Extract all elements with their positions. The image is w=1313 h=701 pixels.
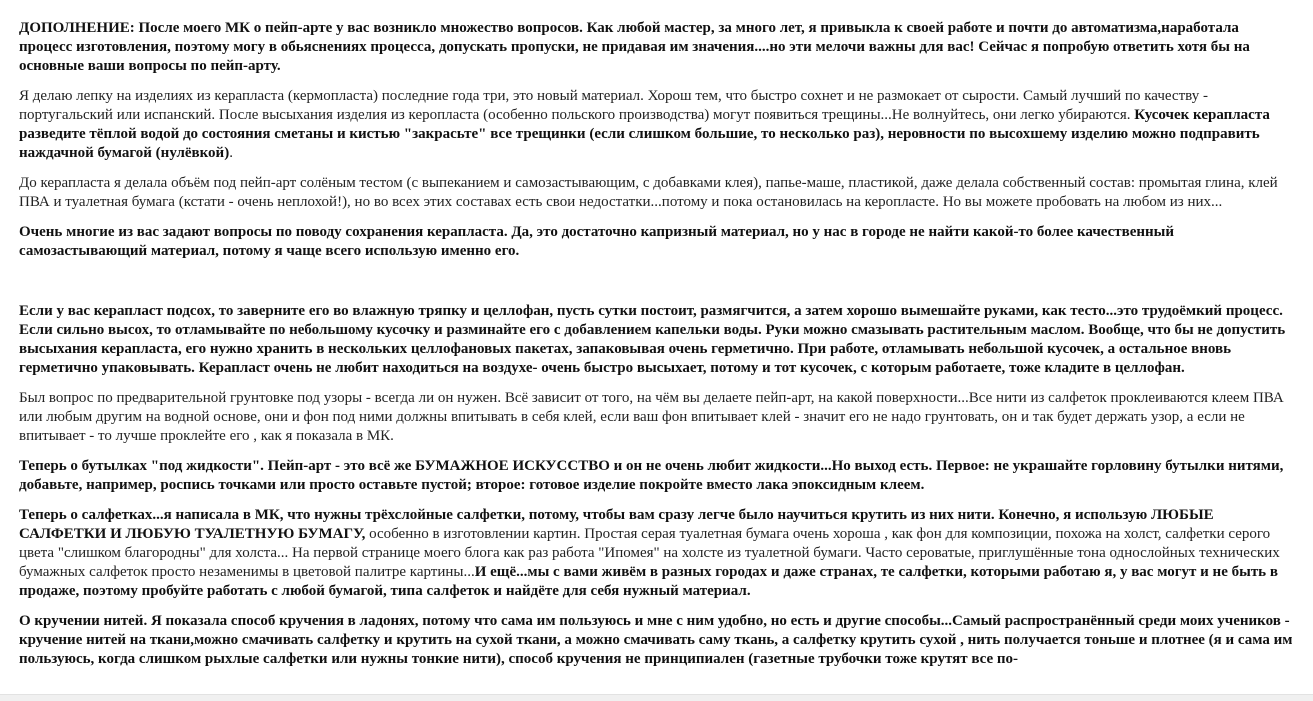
- bold-text: Кусочек керапласта разведите тёплой водой до состояния сметаны и кистью "закрасьте" все трещинки (если слишком большие, то несколько раз), неровности по высохшему изделию можно подправить наждачной бумагой (нулёвкой): [19, 107, 1270, 161]
- text-run: особенно в изготовлении картин. Простая серая туалетная бумага очень хороша , как фон для композиции, похожа на холст, салфетки серого цвета "слишком благородны" для холста... На первой странице моего блога как раз работа "Ипомея" на холсте из туалетной бумаги. Часто сероватые, приглушённые тона однослойных технических бумажных салфеток просто незаменимы в цветовой палитре картины...: [19, 526, 1280, 580]
- bold-text: Если у вас керапласт подсох, то заверните его во влажную тряпку и целлофан, пусть сутки постоит, размягчится, а затем хорошо вымешайте руками, как тесто...это трудоёмкий процесс. Если сильно высох, то отламывайте по небольшому кусочку и разминайте его с добавлением капельки воды. Руки можно смазывать растительным маслом. Вообще, что бы не допустить высыхания керапласта, его нужно хранить в нескольких целлофановых пакетах, запаковывая очень герметично. При работе, отламывать небольшой кусочек, а остальное вновь герметично упаковывать. Керапласт очень не любит находиться на воздухе- очень быстро высыхает, потому и тот кусочек, с которым работаете, тоже кладите в целлофан.: [19, 303, 1286, 376]
- text-run: Был вопрос по предварительной грунтовке под узоры - всегда ли он нужен. Всё зависит от того, на чём вы делаете пейп-арт, на какой поверхности...Все нити из салфеток проклеиваются клеем ПВА или любым другим на водной основе, они и фон под ними должны впитывать в себя клей, если ваш фон впитывает клей - значит его не надо грунтовать, он и так будет держать узор, а если не впитывает - то лучше проклейте его , как я показала в МК.: [19, 390, 1284, 444]
- bold-text: И ещё...мы с вами живём в разных городах и даже странах, те салфетки, которыми работаю я, у вас могут и не быть в продаже, поэтому пробуйте работать с любой бумагой, типа салфеток и найдёте для себя нужный материал.: [19, 564, 1278, 599]
- paragraph-0: [19, 19, 1295, 76]
- bold-text: Очень многие из вас задают вопросы по поводу сохранения керапласта. Да, это достаточно капризный материал, но у нас в городе не найти какой-то более качественный самозастывающий материал, потому я чаще всего использую именно его.: [19, 224, 1175, 259]
- paragraph-2: [19, 174, 1295, 212]
- text-run: До керапласта я делала объём под пейп-арт солёным тестом (с выпеканием и самозастывающим, с добавками клея), папье-маше, пластикой, даже делала собственный состав: промытая глина, клей ПВА и туалетная бумага (кстати - очень неплохой!), но во всех этих составах есть свои недостатки...потому и пока остановилась на керопласте. Но вы можете пробовать на любом из них...: [19, 175, 1278, 210]
- article-body: [19, 19, 1295, 680]
- paragraph-3: [19, 223, 1295, 261]
- paragraph-8: [19, 506, 1295, 601]
- text-run: .: [229, 145, 233, 161]
- paragraph-5: [19, 302, 1295, 378]
- bold-text: Теперь о салфетках...я написала в МК, что нужны трёхслойные салфетки, потому, чтобы вам сразу легче было научиться крутить из них нити. Конечно, я использую ЛЮБЫЕ САЛФЕТКИ И ЛЮБУЮ ТУАЛЕТНУЮ БУМАГУ,: [19, 507, 1214, 542]
- paragraph-7: [19, 457, 1295, 495]
- blank-spacer: [19, 272, 1295, 302]
- paragraph-1: [19, 87, 1295, 163]
- horizontal-scrollbar[interactable]: [0, 694, 1313, 701]
- paragraph-6: [19, 389, 1295, 446]
- paragraph-9: [19, 612, 1295, 669]
- bold-text: ДОПОЛНЕНИЕ: После моего МК о пейп-арте у вас возникло множество вопросов. Как любой мастер, за много лет, я привыкла к своей работе и почти до автоматизма,наработала процесс изготовления, поэтому могу в обьяснениях процесса, допускать пропуски, не придавая им значения....но эти мелочи важны для вас! Сейчас я попробую ответить хотя бы на основные ваши вопросы по пейп-арту.: [19, 20, 1250, 74]
- bold-text: Теперь о бутылках "под жидкости". Пейп-арт - это всё же БУМАЖНОЕ ИСКУССТВО и он не очень любит жидкости...Но выход есть. Первое: не украшайте горловину бутылки нитями, добавьте, например, роспись точками или просто оставьте пустой; второе: готовое изделие покройте вместо лака эпоксидным клеем.: [19, 458, 1284, 493]
- bold-text: О кручении нитей. Я показала способ кручения в ладонях, потому что сама им пользуюсь и мне с ним удобно, но есть и другие способы...Самый распространённый среди моих учеников - кручение нитей на ткани,можно смачивать салфетку и крутить на сухой ткани, а можно смачивать саму ткань, а салфетку крутить сухой , нить получается тоньше и плотнее (я и сама им пользуюсь, когда слишком рыхлые салфетки или нужны тонкие нити), способ кручения не принципиален (газетные трубочки тоже крутят все по-: [19, 613, 1293, 667]
- text-run: Я делаю лепку на изделиях из керапласта (кермопласта) последние года три, это новый материал. Хорош тем, что быстро сохнет и не размокает от сырости. Самый лучший по качеству - португальский или испанский. После высыхания изделия из керопласта (особенно польского производства) могут появиться трещины...Не волнуйтесь, они легко убираются.: [19, 88, 1208, 123]
